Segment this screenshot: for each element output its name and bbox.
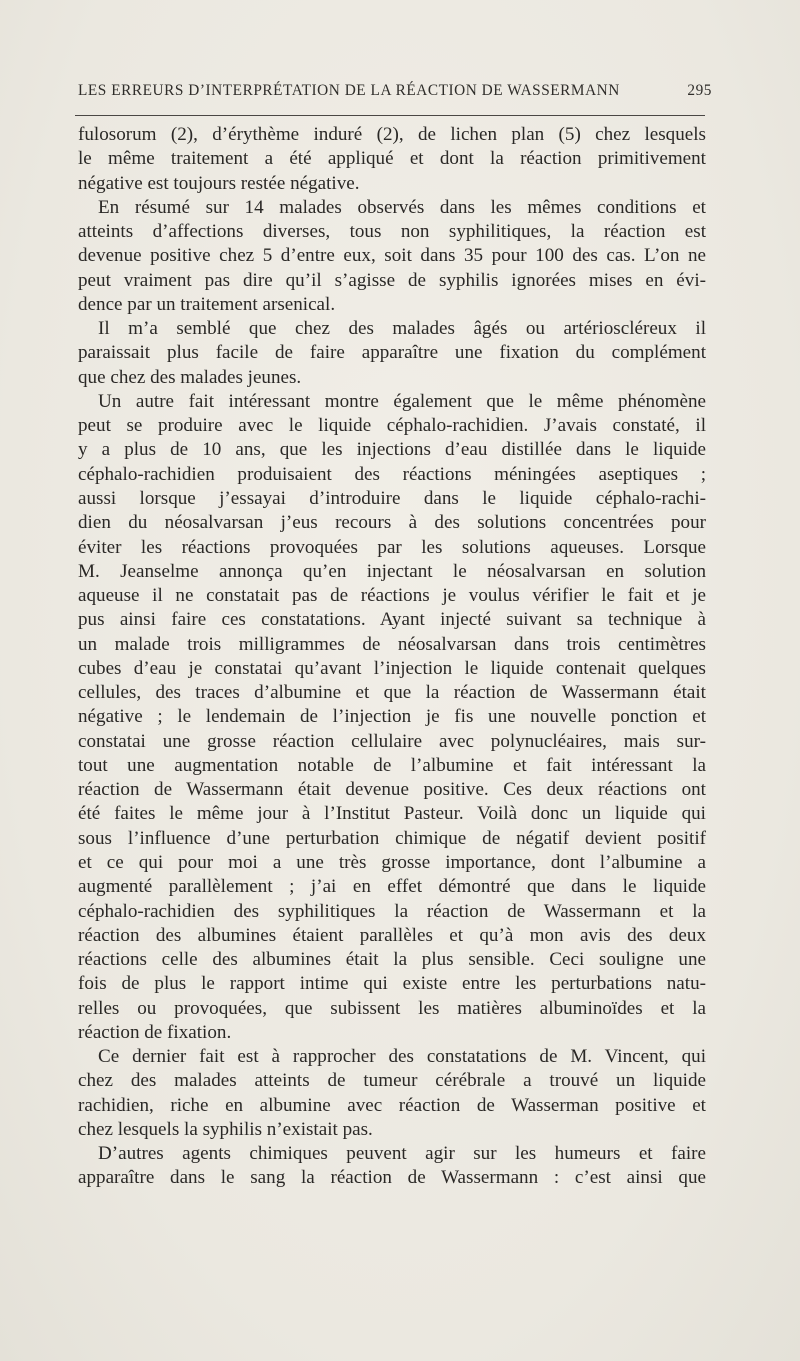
text-line: réaction de Wassermann était devenue positive. Ces deux réactions ont: [78, 779, 706, 801]
text-line: dien du néosalvarsan j’eus recours à des solutions concentrées pour: [78, 512, 706, 534]
text-line: peut vraiment pas dire qu’il s’agisse de syphilis ignorées mises en évi-: [78, 269, 706, 291]
text-line: pus ainsi faire ces constatations. Ayant injecté suivant sa technique à: [78, 609, 706, 631]
text-line: D’autres agents chimiques peuvent agir sur les humeurs et faire: [98, 1143, 706, 1165]
page-number: 295: [687, 82, 712, 99]
text-line: céphalo-rachidien des syphilitiques la réaction de Wassermann et la: [78, 900, 706, 922]
text-line: cellules, des traces d’albumine et que la réaction de Wassermann était: [78, 682, 706, 704]
text-line: constatai une grosse réaction cellulaire avec polynucléaires, mais sur-: [78, 730, 706, 752]
body-text: [78, 123, 706, 1191]
text-line: peut se produire avec le liquide céphalo-rachidien. J’avais constaté, il: [78, 415, 706, 437]
text-line: chez des malades atteints de tumeur cérébrale a trouvé un liquide: [78, 1070, 706, 1092]
text-line: réactions celle des albumines était la plus sensible. Ceci souligne une: [78, 949, 706, 971]
text-line: apparaître dans le sang la réaction de Wassermann : c’est ainsi que: [78, 1167, 706, 1189]
text-line: négative est toujours restée négative.: [78, 172, 360, 194]
text-line: augmenté parallèlement ; j’ai en effet démontré que dans le liquide: [78, 876, 706, 898]
text-line: devenue positive chez 5 d’entre eux, soit dans 35 pour 100 des cas. L’on ne: [78, 245, 706, 267]
text-line: paraissait plus facile de faire apparaître une fixation du complément: [78, 342, 706, 364]
text-line: En résumé sur 14 malades observés dans les mêmes conditions et: [98, 196, 706, 218]
text-line: atteints d’affections diverses, tous non syphilitiques, la réaction est: [78, 221, 706, 243]
text-line: M. Jeanselme annonça qu’en injectant le néosalvarsan en solution: [78, 560, 706, 582]
text-line: aussi lorsque j’essayai d’introduire dans le liquide céphalo-rachi-: [78, 487, 706, 509]
running-title: LES ERREURS D’INTERPRÉTATION DE LA RÉACTION DE WASSERMANN: [78, 82, 620, 99]
text-line: Ce dernier fait est à rapprocher des constatations de M. Vincent, qui: [98, 1046, 706, 1068]
text-line: négative ; le lendemain de l’injection je fis une nouvelle ponction et: [78, 706, 706, 728]
running-header: [78, 82, 712, 104]
text-line: réaction de fixation.: [78, 1021, 232, 1043]
text-line: que chez des malades jeunes.: [78, 366, 302, 388]
text-line: le même traitement a été appliqué et dont la réaction primitivement: [78, 148, 706, 170]
text-line: chez lesquels la syphilis n’existait pas.: [78, 1118, 373, 1140]
text-line: fois de plus le rapport intime qui existe entre les perturbations natu-: [78, 973, 706, 995]
text-line: et ce qui pour moi a une très grosse importance, dont l’albumine a: [78, 851, 706, 873]
text-line: fulosorum (2), d’érythème induré (2), de lichen plan (5) chez lesquels: [78, 124, 706, 145]
text-line: un malade trois milligrammes de néosalvarsan dans trois centimètres: [78, 633, 706, 655]
header-rule: [75, 115, 705, 116]
text-line: Un autre fait intéressant montre également que le même phénomène: [98, 390, 706, 412]
text-line: cubes d’eau je constatai qu’avant l’injection le liquide contenait quelques: [78, 657, 706, 679]
text-line: Il m’a semblé que chez des malades âgés ou artérioscléreux il: [98, 318, 706, 340]
text-line: sous l’influence d’une perturbation chimique de négatif devient positif: [78, 827, 706, 849]
text-line: céphalo-rachidien produisaient des réactions méningées aseptiques ;: [78, 463, 706, 485]
text-line: éviter les réactions provoquées par les solutions aqueuses. Lorsque: [78, 536, 706, 558]
text-line: été faites le même jour à l’Institut Pasteur. Voilà donc un liquide qui: [78, 803, 706, 825]
text-line: rachidien, riche en albumine avec réaction de Wasserman positive et: [78, 1094, 706, 1116]
text-line: y a plus de 10 ans, que les injections d’eau distillée dans le liquide: [78, 439, 706, 461]
text-line: relles ou provoquées, que subissent les matières albuminoïdes et la: [78, 997, 706, 1019]
text-line: réaction des albumines étaient parallèles et qu’à mon avis des deux: [78, 924, 706, 946]
text-line: dence par un traitement arsenical.: [78, 293, 336, 315]
text-line: tout une augmentation notable de l’albumine et fait intéressant la: [78, 754, 706, 776]
text-line: aqueuse il ne constatait pas de réactions je voulus vérifier le fait et je: [78, 585, 706, 607]
